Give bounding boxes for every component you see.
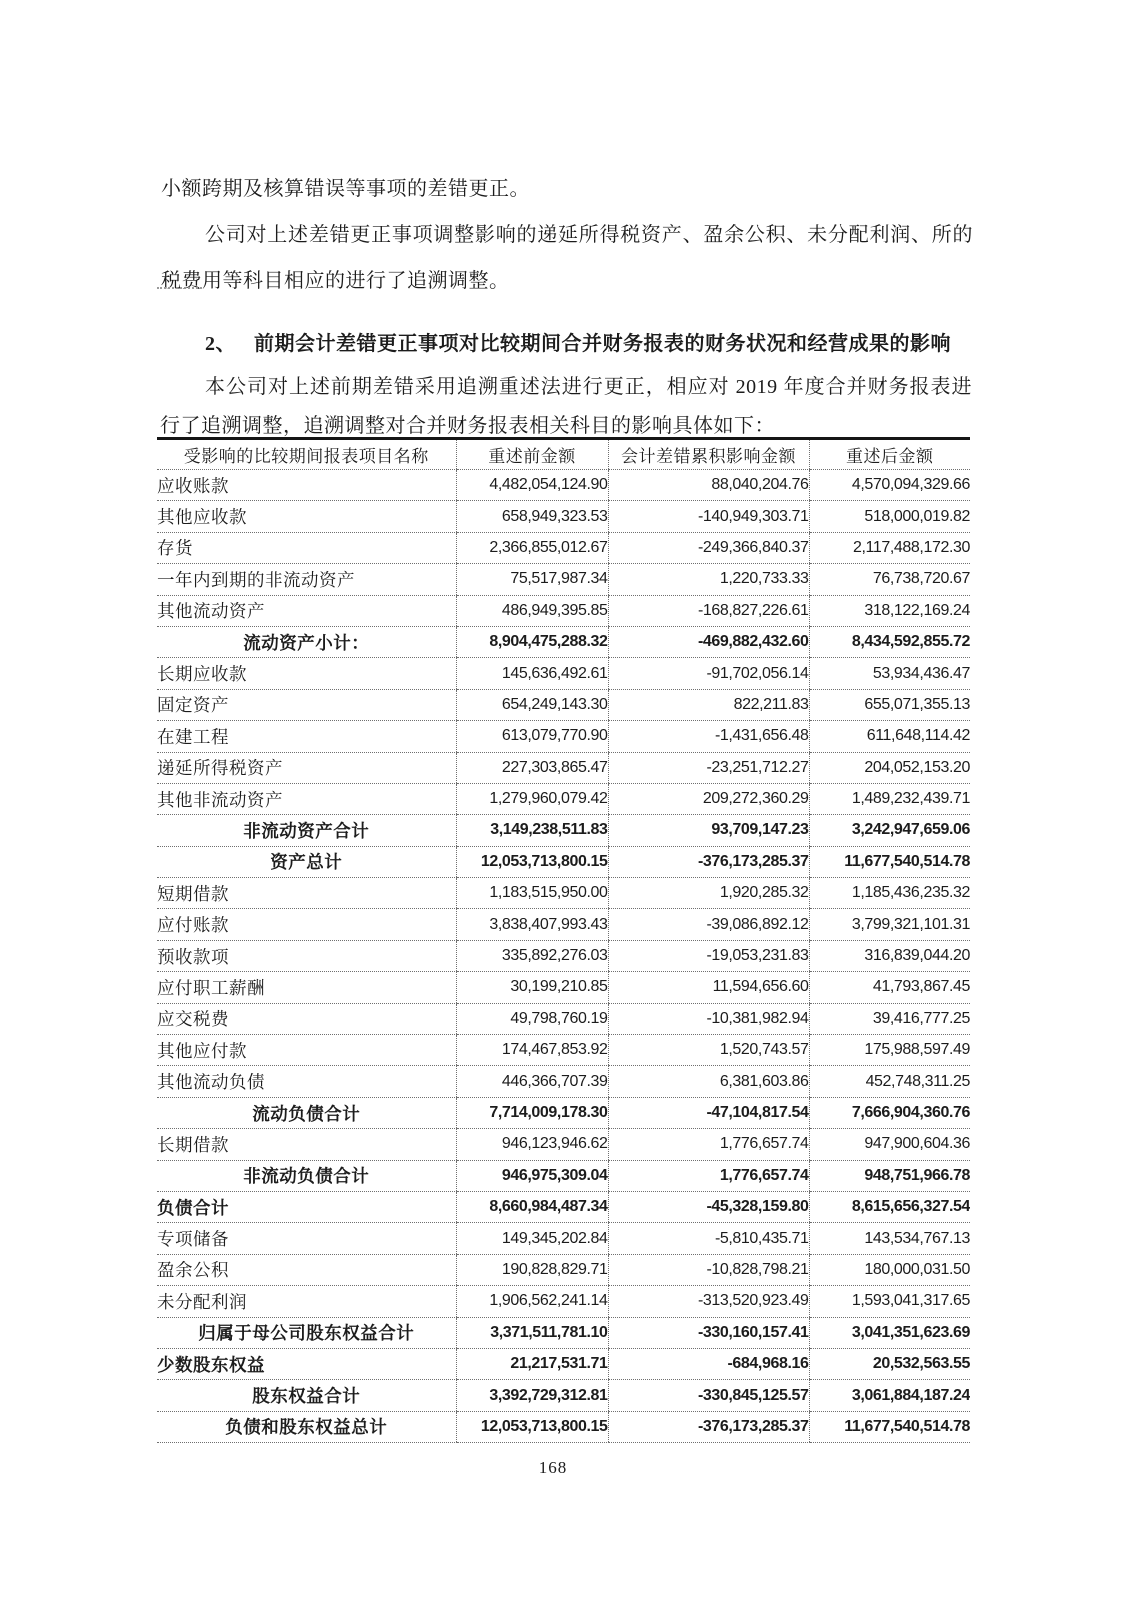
impact-amount: 822,211.83 xyxy=(608,689,809,720)
table-row xyxy=(157,783,970,814)
section-title: 前期会计差错更正事项对比较期间合并财务报表的财务状况和经营成果的影响 xyxy=(254,333,951,355)
before-amount: 8,904,475,288.32 xyxy=(456,626,608,657)
row-label: 其他流动负债 xyxy=(157,1066,456,1097)
after-amount: 1,593,041,317.65 xyxy=(809,1286,970,1317)
after-amount: 318,122,169.24 xyxy=(809,595,970,626)
after-amount: 11,677,540,514.78 xyxy=(809,846,970,877)
table-row xyxy=(157,1097,970,1128)
table-row xyxy=(157,1003,970,1034)
row-label: 应付职工薪酬 xyxy=(157,972,456,1003)
impact-amount: -5,810,435.71 xyxy=(608,1223,809,1254)
column-header-0: 受影响的比较期间报表项目名称 xyxy=(157,439,456,470)
impact-amount: -330,160,157.41 xyxy=(608,1317,809,1348)
before-amount: 613,079,770.90 xyxy=(456,721,608,752)
before-amount: 190,828,829.71 xyxy=(456,1254,608,1285)
impact-amount: -19,053,231.83 xyxy=(608,940,809,971)
impact-amount: -23,251,712.27 xyxy=(608,752,809,783)
table-row xyxy=(157,909,970,940)
after-amount: 947,900,604.36 xyxy=(809,1129,970,1160)
before-amount: 227,303,865.47 xyxy=(456,752,608,783)
impact-amount: -1,431,656.48 xyxy=(608,721,809,752)
page-number: 168 xyxy=(538,1458,568,1477)
after-amount: 452,748,311.25 xyxy=(809,1066,970,1097)
row-label: 应收账款 xyxy=(157,470,456,501)
section-heading xyxy=(205,327,951,356)
table-row xyxy=(157,1286,970,1317)
before-amount: 7,714,009,178.30 xyxy=(456,1097,608,1128)
impact-amount: 1,776,657.74 xyxy=(608,1129,809,1160)
row-label: 股东权益合计 xyxy=(157,1380,456,1411)
row-label: 其他流动资产 xyxy=(157,595,456,626)
table-row xyxy=(157,1348,970,1379)
table-row xyxy=(157,1317,970,1348)
after-amount: 655,071,355.13 xyxy=(809,689,970,720)
row-label: 负债合计 xyxy=(157,1191,456,1222)
table-row xyxy=(157,532,970,563)
table-row xyxy=(157,972,970,1003)
before-amount: 21,217,531.71 xyxy=(456,1348,608,1379)
impact-amount: -140,949,303.71 xyxy=(608,501,809,532)
before-amount: 8,660,984,487.34 xyxy=(456,1191,608,1222)
method-paragraph: 本公司对上述前期差错采用追溯重述法进行更正，相应对 2019 年度合并财务报表进行了追溯调整，追溯调整对合并财务报表相关科目的影响具体如下： xyxy=(160,376,972,437)
after-amount: 39,416,777.25 xyxy=(809,1003,970,1034)
table-row xyxy=(157,1380,970,1411)
row-label: 未分配利润 xyxy=(157,1286,456,1317)
table-row xyxy=(157,1191,970,1222)
impact-amount: 1,220,733.33 xyxy=(608,564,809,595)
after-amount: 948,751,966.78 xyxy=(809,1160,970,1191)
impact-amount: 1,920,285.32 xyxy=(608,878,809,909)
row-label: 预收款项 xyxy=(157,940,456,971)
after-amount: 8,615,656,327.54 xyxy=(809,1191,970,1222)
impact-amount: 88,040,204.76 xyxy=(608,470,809,501)
before-amount: 446,366,707.39 xyxy=(456,1066,608,1097)
impact-amount: -684,968.16 xyxy=(608,1348,809,1379)
column-header-3: 重述后金额 xyxy=(809,439,970,470)
table-row xyxy=(157,1223,970,1254)
column-header-1: 重述前金额 xyxy=(456,439,608,470)
column-header-2: 会计差错累积影响金额 xyxy=(608,439,809,470)
after-amount: 316,839,044.20 xyxy=(809,940,970,971)
after-amount: 1,185,436,235.32 xyxy=(809,878,970,909)
after-amount: 180,000,031.50 xyxy=(809,1254,970,1285)
table-body xyxy=(157,470,970,1443)
table-row xyxy=(157,564,970,595)
before-amount: 1,183,515,950.00 xyxy=(456,878,608,909)
before-amount: 1,279,960,079.42 xyxy=(456,783,608,814)
row-label: 非流动资产合计 xyxy=(157,815,456,846)
table-row xyxy=(157,1254,970,1285)
impact-amount: -376,173,285.37 xyxy=(608,846,809,877)
row-label: 短期借款 xyxy=(157,878,456,909)
before-amount: 3,149,238,511.83 xyxy=(456,815,608,846)
table-row xyxy=(157,1160,970,1191)
before-amount: 3,371,511,781.10 xyxy=(456,1317,608,1348)
impact-amount: -249,366,840.37 xyxy=(608,532,809,563)
adjustment-paragraph: 公司对上述差错更正事项调整影响的递延所得税资产、盈余公积、未分配利润、所的税费用等科目相应的进行了追溯调整。 xyxy=(161,224,973,292)
table-row xyxy=(157,1411,970,1442)
impact-amount: 11,594,656.60 xyxy=(608,972,809,1003)
table-row xyxy=(157,878,970,909)
after-amount: 3,041,351,623.69 xyxy=(809,1317,970,1348)
before-amount: 658,949,323.53 xyxy=(456,501,608,532)
before-amount: 486,949,395.85 xyxy=(456,595,608,626)
before-amount: 946,975,309.04 xyxy=(456,1160,608,1191)
row-label: 流动资产小计： xyxy=(157,626,456,657)
table-row xyxy=(157,846,970,877)
after-amount: 143,534,767.13 xyxy=(809,1223,970,1254)
impact-amount: -330,845,125.57 xyxy=(608,1380,809,1411)
row-label: 应付账款 xyxy=(157,909,456,940)
table-row xyxy=(157,689,970,720)
row-label: 资产总计 xyxy=(157,846,456,877)
impact-amount: 1,520,743.57 xyxy=(608,1035,809,1066)
intro-paragraph: 小额跨期及核算错误等事项的差错更正。 xyxy=(161,178,530,200)
table-row xyxy=(157,470,970,501)
row-label: 一年内到期的非流动资产 xyxy=(157,564,456,595)
after-amount: 76,738,720.67 xyxy=(809,564,970,595)
after-amount: 11,677,540,514.78 xyxy=(809,1411,970,1442)
after-amount: 2,117,488,172.30 xyxy=(809,532,970,563)
before-amount: 946,123,946.62 xyxy=(456,1129,608,1160)
row-label: 递延所得税资产 xyxy=(157,752,456,783)
after-amount: 8,434,592,855.72 xyxy=(809,626,970,657)
before-amount: 149,345,202.84 xyxy=(456,1223,608,1254)
table-row xyxy=(157,1035,970,1066)
table-row xyxy=(157,752,970,783)
before-amount: 174,467,853.92 xyxy=(456,1035,608,1066)
row-label: 专项储备 xyxy=(157,1223,456,1254)
table-row xyxy=(157,940,970,971)
before-amount: 12,053,713,800.15 xyxy=(456,1411,608,1442)
impact-amount: 93,709,147.23 xyxy=(608,815,809,846)
after-amount: 7,666,904,360.76 xyxy=(809,1097,970,1128)
impact-amount: -10,828,798.21 xyxy=(608,1254,809,1285)
impact-amount: -313,520,923.49 xyxy=(608,1286,809,1317)
impact-amount: -469,882,432.60 xyxy=(608,626,809,657)
table-row xyxy=(157,721,970,752)
row-label: 流动负债合计 xyxy=(157,1097,456,1128)
impact-amount: -91,702,056.14 xyxy=(608,658,809,689)
before-amount: 3,392,729,312.81 xyxy=(456,1380,608,1411)
impact-amount: 209,272,360.29 xyxy=(608,783,809,814)
row-label: 长期应收款 xyxy=(157,658,456,689)
impact-amount: -376,173,285.37 xyxy=(608,1411,809,1442)
table-header-row xyxy=(157,439,970,470)
table-row xyxy=(157,501,970,532)
row-label: 其他应收款 xyxy=(157,501,456,532)
row-label: 负债和股东权益总计 xyxy=(157,1411,456,1442)
row-label: 非流动负债合计 xyxy=(157,1160,456,1191)
after-amount: 3,799,321,101.31 xyxy=(809,909,970,940)
table-row xyxy=(157,815,970,846)
impact-amount: -45,328,159.80 xyxy=(608,1191,809,1222)
section-number: 2、 xyxy=(205,333,236,355)
row-label: 存货 xyxy=(157,532,456,563)
restatement-table xyxy=(157,437,970,1443)
row-label: 其他非流动资产 xyxy=(157,783,456,814)
table-row xyxy=(157,1066,970,1097)
before-amount: 335,892,276.03 xyxy=(456,940,608,971)
row-label: 在建工程 xyxy=(157,721,456,752)
impact-amount: 1,776,657.74 xyxy=(608,1160,809,1191)
impact-amount: -168,827,226.61 xyxy=(608,595,809,626)
after-amount: 518,000,019.82 xyxy=(809,501,970,532)
before-amount: 3,838,407,993.43 xyxy=(456,909,608,940)
impact-amount: -47,104,817.54 xyxy=(608,1097,809,1128)
after-amount: 3,242,947,659.06 xyxy=(809,815,970,846)
impact-amount: 6,381,603.86 xyxy=(608,1066,809,1097)
row-label: 盈余公积 xyxy=(157,1254,456,1285)
row-label: 固定资产 xyxy=(157,689,456,720)
before-amount: 1,906,562,241.14 xyxy=(456,1286,608,1317)
table-row xyxy=(157,626,970,657)
row-label: 应交税费 xyxy=(157,1003,456,1034)
after-amount: 41,793,867.45 xyxy=(809,972,970,1003)
before-amount: 2,366,855,012.67 xyxy=(456,532,608,563)
before-amount: 12,053,713,800.15 xyxy=(456,846,608,877)
after-amount: 3,061,884,187.24 xyxy=(809,1380,970,1411)
before-amount: 49,798,760.19 xyxy=(456,1003,608,1034)
divider-artifact xyxy=(157,287,202,289)
before-amount: 654,249,143.30 xyxy=(456,689,608,720)
after-amount: 611,648,114.42 xyxy=(809,721,970,752)
impact-amount: -39,086,892.12 xyxy=(608,909,809,940)
after-amount: 204,052,153.20 xyxy=(809,752,970,783)
row-label: 少数股东权益 xyxy=(157,1348,456,1379)
row-label: 其他应付款 xyxy=(157,1035,456,1066)
before-amount: 4,482,054,124.90 xyxy=(456,470,608,501)
before-amount: 75,517,987.34 xyxy=(456,564,608,595)
after-amount: 53,934,436.47 xyxy=(809,658,970,689)
before-amount: 30,199,210.85 xyxy=(456,972,608,1003)
table-row xyxy=(157,1129,970,1160)
row-label: 长期借款 xyxy=(157,1129,456,1160)
before-amount: 145,636,492.61 xyxy=(456,658,608,689)
after-amount: 20,532,563.55 xyxy=(809,1348,970,1379)
after-amount: 175,988,597.49 xyxy=(809,1035,970,1066)
after-amount: 4,570,094,329.66 xyxy=(809,470,970,501)
table-row xyxy=(157,595,970,626)
table-row xyxy=(157,658,970,689)
row-label: 归属于母公司股东权益合计 xyxy=(157,1317,456,1348)
after-amount: 1,489,232,439.71 xyxy=(809,783,970,814)
impact-amount: -10,381,982.94 xyxy=(608,1003,809,1034)
